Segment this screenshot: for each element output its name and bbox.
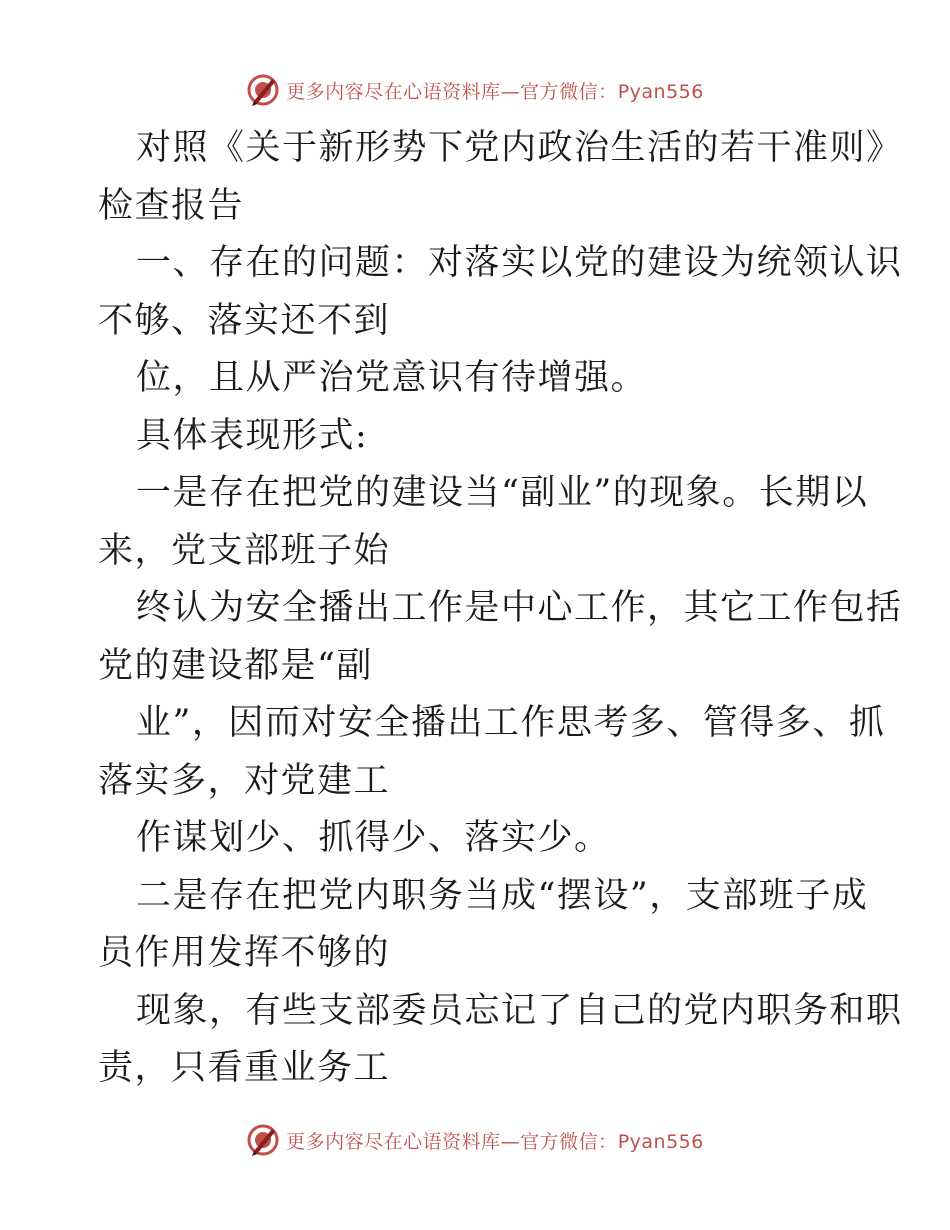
pen-logo-icon	[246, 1123, 280, 1157]
document-body	[98, 120, 903, 1098]
text-line: 不够、落实还不到	[98, 300, 391, 341]
text-line: 位，且从严治党意识有待增强。	[136, 358, 648, 398]
text-line: 对照《关于新形势下党内政治生活的若干准则》	[136, 128, 903, 168]
text-line: 一是存在把党的建设当“副业”的现象。长期以	[136, 473, 869, 513]
text-line: 二是存在把党内职务当成“摆设”，支部班子成	[136, 875, 869, 916]
text-line: 检查报告	[98, 185, 245, 226]
footer-banner	[0, 1120, 950, 1160]
banner-wechat-label: 官方微信：	[520, 80, 618, 103]
banner-text	[286, 77, 704, 104]
banner-wechat-label: 官方微信：	[520, 1130, 618, 1153]
text-line: 员作用发挥不够的	[98, 933, 391, 973]
text-line: 具体表现形式:	[136, 415, 369, 456]
header-banner	[0, 70, 950, 110]
banner-wechat-id: Pyan556	[617, 1130, 704, 1153]
text-line: 来，党支部班子始	[98, 530, 391, 571]
text-line: 党的建设都是“副	[98, 645, 373, 686]
banner-title: 更多内容尽在心语资料库	[286, 80, 501, 103]
pen-logo-icon	[246, 73, 280, 107]
text-line: 落实多，对党建工	[98, 760, 391, 801]
text-line: 责，只看重业务工	[98, 1048, 391, 1088]
text-line: 终认为安全播出工作是中心工作，其它工作包括	[136, 588, 903, 628]
banner-dash: —	[500, 80, 521, 103]
text-line: 作谋划少、抓得少、落实少。	[136, 818, 611, 858]
banner-wechat-id: Pyan556	[617, 80, 704, 103]
banner-text	[286, 1127, 704, 1154]
banner-dash: —	[500, 1130, 521, 1153]
banner-title: 更多内容尽在心语资料库	[286, 1130, 501, 1153]
text-line: 业”，因而对安全播出工作思考多、管得多、抓	[136, 703, 886, 743]
text-line: 现象，有些支部委员忘记了自己的党内职务和职	[136, 990, 903, 1031]
text-line: 一、存在的问题：对落实以党的建设为统领认识	[136, 243, 903, 283]
